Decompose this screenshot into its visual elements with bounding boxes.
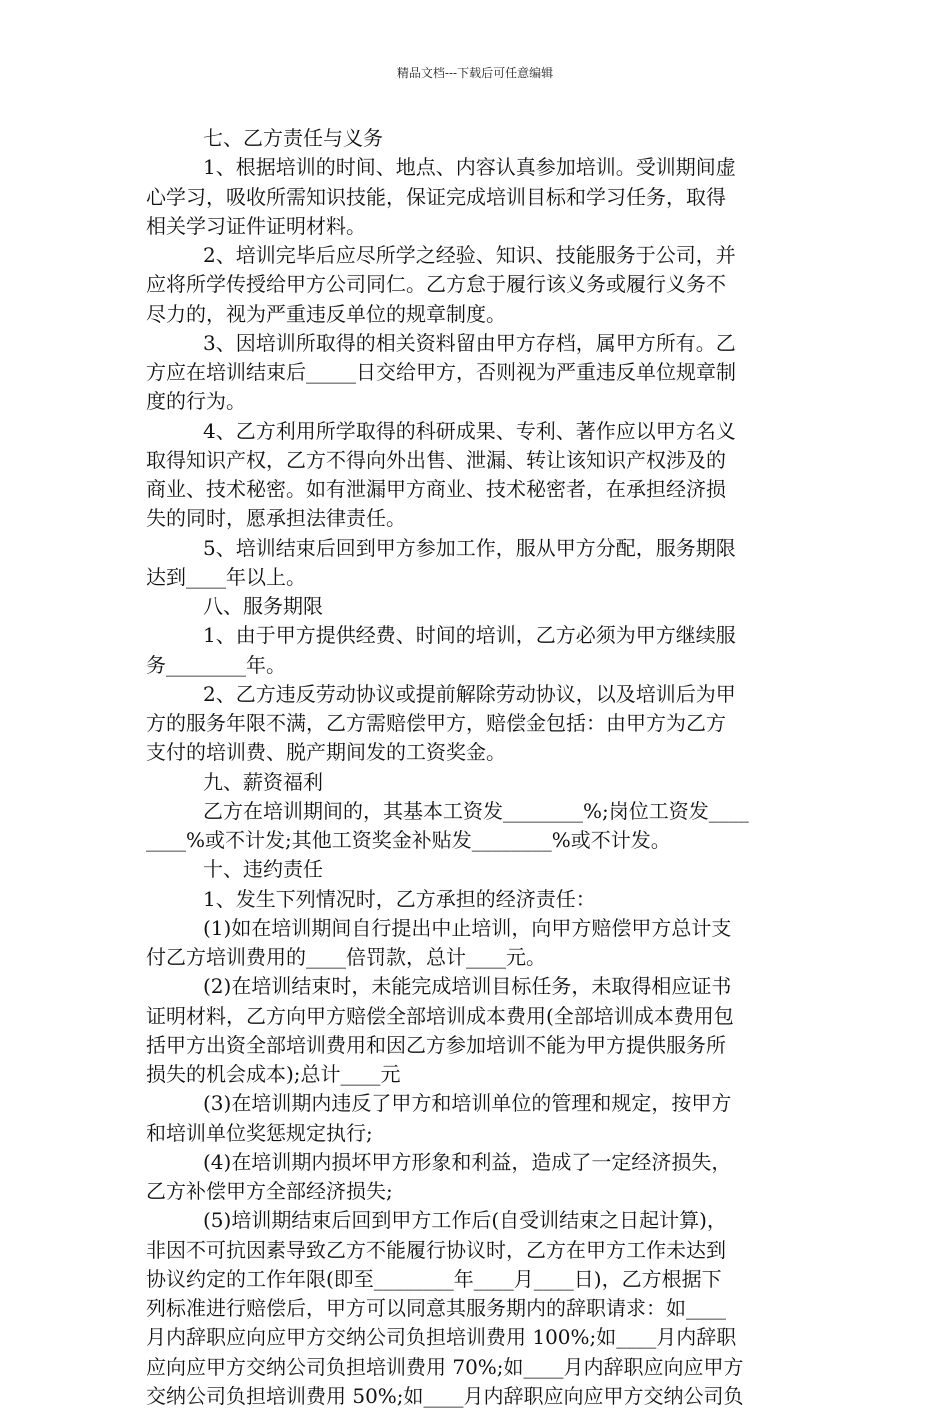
paragraph-line: 1、由于甲方提供经费、时间的培训，乙方必须为甲方继续服 bbox=[203, 623, 736, 648]
section-heading: 八、服务期限 bbox=[203, 594, 323, 618]
paragraph-line: 乙方补偿甲方全部经济损失; bbox=[146, 1179, 393, 1203]
paragraph-line: 1、发生下列情况时，乙方承担的经济责任： bbox=[203, 886, 596, 911]
paragraph-line: 务________年。 bbox=[146, 652, 286, 677]
document-body bbox=[146, 124, 810, 1411]
paragraph-line: 商业、技术秘密。如有泄漏甲方商业、技术秘密者，在承担经济损 bbox=[146, 477, 726, 501]
paragraph-line: 乙方在培训期间的，其基本工资发________%;岗位工资发____ bbox=[203, 798, 749, 823]
paragraph-line: 4、乙方利用所学取得的科研成果、专利、著作应以甲方名义 bbox=[203, 418, 736, 443]
paragraph-line: 协议约定的工作年限(即至________年____月____日)，乙方根据下 bbox=[146, 1266, 722, 1291]
paragraph-line: 心学习，吸收所需知识技能，保证完成培训目标和学习任务，取得 bbox=[146, 184, 726, 209]
paragraph-line: 2、培训完毕后应尽所学之经验、知识、技能服务于公司，并 bbox=[203, 243, 736, 267]
paragraph-line: 1、根据培训的时间、地点、内容认真参加培训。受训期间虚 bbox=[203, 155, 736, 180]
paragraph-line: 和培训单位奖惩规定执行; bbox=[146, 1120, 373, 1145]
paragraph-line: 损失的机会成本);总计____元 bbox=[146, 1062, 401, 1086]
section-heading: 九、薪资福利 bbox=[203, 769, 323, 794]
paragraph-line: 5、培训结束后回到甲方参加工作，服从甲方分配，服务期限 bbox=[203, 535, 736, 560]
section-heading: 七、乙方责任与义务 bbox=[203, 126, 383, 150]
paragraph-line: 付乙方培训费用的____倍罚款，总计____元。 bbox=[146, 945, 546, 969]
paragraph-line: 括甲方出资全部培训费用和因乙方参加培训不能为甲方提供服务所 bbox=[146, 1032, 726, 1057]
section-heading: 十、违约责任 bbox=[203, 857, 323, 882]
paragraph-line: 列标准进行赔偿后，甲方可以同意其服务期内的辞职请求：如____ bbox=[146, 1296, 726, 1320]
paragraph-line: 3、因培训所取得的相关资料留由甲方存档，属甲方所有。乙 bbox=[203, 330, 736, 355]
paragraph-line: ____%或不计发;其他工资奖金补贴发________%或不计发。 bbox=[146, 828, 671, 852]
paragraph-line: 2、乙方违反劳动协议或提前解除劳动协议，以及培训后为甲 bbox=[203, 681, 736, 706]
paragraph-line: 支付的培训费、脱产期间发的工资奖金。 bbox=[146, 740, 506, 765]
page-header: 精品文档---下载后可任意编辑 bbox=[396, 66, 554, 80]
paragraph-line: 相关学习证件证明材料。 bbox=[146, 213, 366, 238]
paragraph-line: (2)在培训结束时，未能完成培训目标任务，未取得相应证书 bbox=[203, 974, 732, 999]
paragraph-line: (5)培训期结束后回到甲方工作后(自受训结束之日起计算)， bbox=[203, 1208, 727, 1233]
paragraph-line: 失的同时，愿承担法律责任。 bbox=[146, 506, 406, 531]
paragraph-line: 交纳公司负担培训费用 50%;如____月内辞职应向应甲方交纳公司负 bbox=[146, 1383, 744, 1408]
paragraph-line: 非因不可抗因素导致乙方不能履行协议时，乙方在甲方工作未达到 bbox=[146, 1237, 726, 1262]
paragraph-line: 取得知识产权，乙方不得向外出售、泄漏、转让该知识产权涉及的 bbox=[146, 447, 726, 472]
paragraph-line: 方应在培训结束后_____日交给甲方，否则视为严重违反单位规章制 bbox=[146, 360, 736, 384]
paragraph-line: 应向应甲方交纳公司负担培训费用 70%;如____月内辞职应向应甲方 bbox=[146, 1354, 744, 1379]
paragraph-line: 度的行为。 bbox=[146, 389, 246, 414]
paragraph-line: 应将所学传授给甲方公司同仁。乙方怠于履行该义务或履行义务不 bbox=[146, 272, 726, 297]
paragraph-line: 达到____年以上。 bbox=[146, 564, 306, 589]
paragraph-line: 方的服务年限不满，乙方需赔偿甲方，赔偿金包括：由甲方为乙方 bbox=[146, 711, 726, 735]
paragraph-line: 尽力的，视为严重违反单位的规章制度。 bbox=[146, 301, 506, 326]
paragraph-line: (4)在培训期内损坏甲方形象和利益，造成了一定经济损失， bbox=[203, 1149, 732, 1174]
paragraph-line: (3)在培训期内违反了甲方和培训单位的管理和规定，按甲方 bbox=[203, 1091, 732, 1116]
paragraph-line: (1)如在培训期间自行提出中止培训，向甲方赔偿甲方总计支 bbox=[203, 915, 732, 940]
paragraph-line: 月内辞职应向应甲方交纳公司负担培训费用 100%;如____月内辞职 bbox=[146, 1325, 737, 1350]
paragraph-line: 证明材料，乙方向甲方赔偿全部培训成本费用(全部培训成本费用包 bbox=[146, 1003, 734, 1028]
